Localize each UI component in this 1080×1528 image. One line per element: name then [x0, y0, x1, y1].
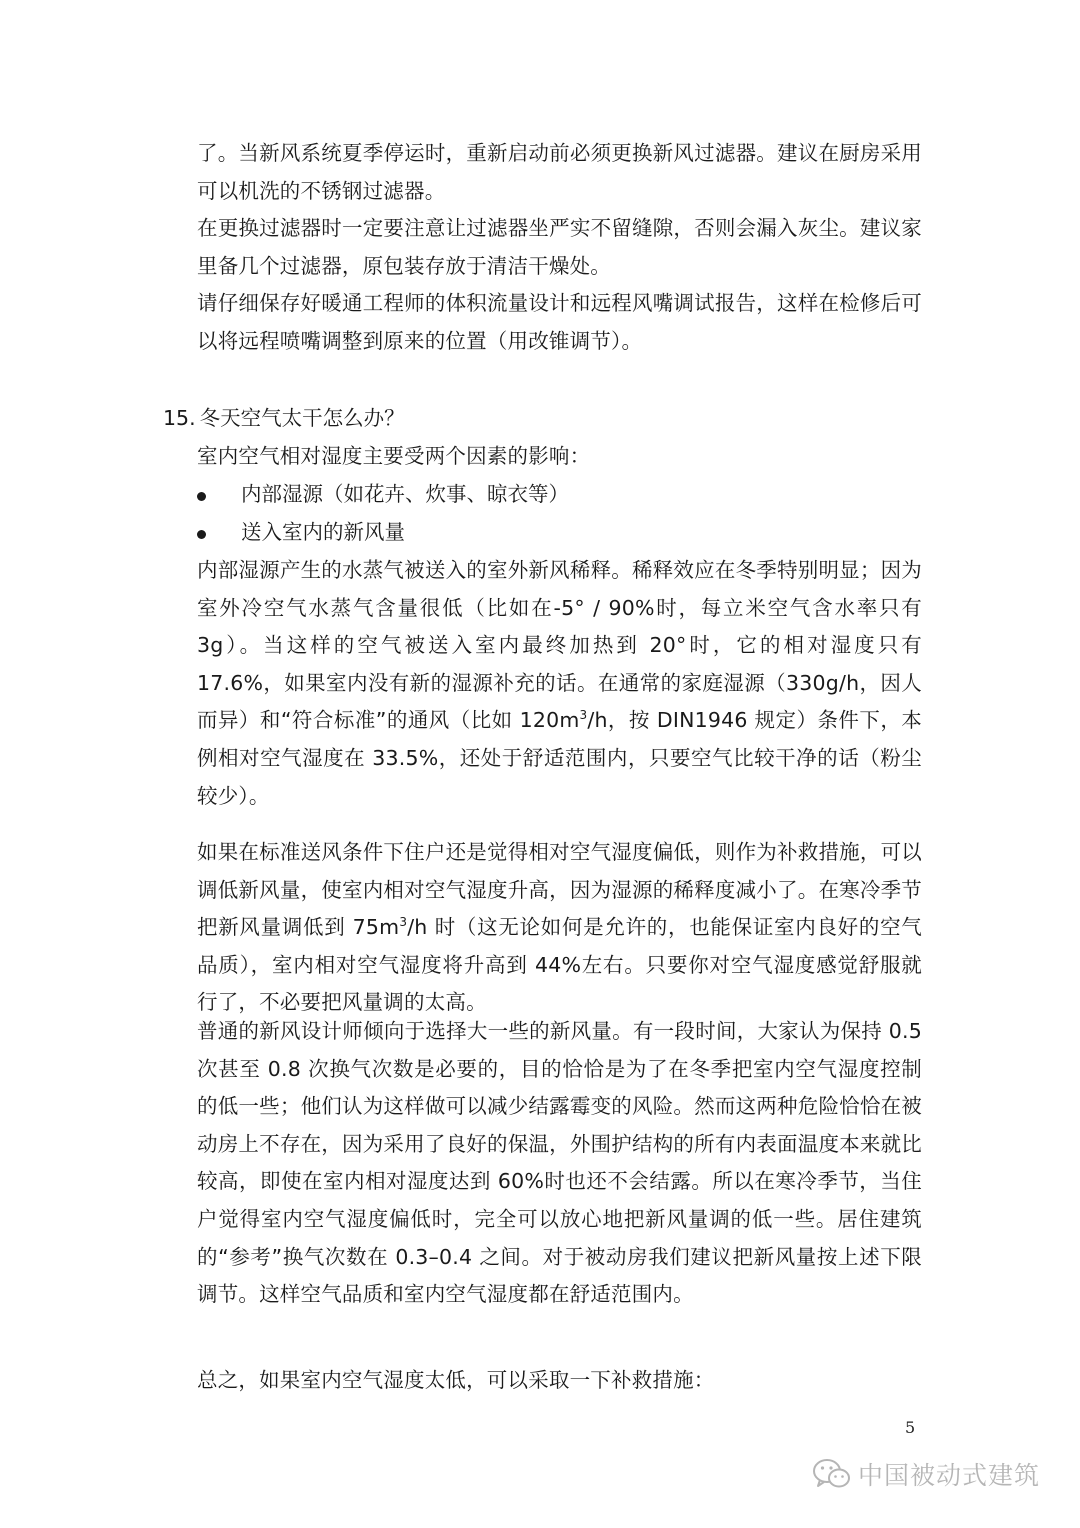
paragraph-text-part: /h 时（这无论如何是允许的，也能保证室内良好的空气品质），室内相对空气湿度将升高到 44%左右。只要你对空气湿度感觉舒服就行了，不必要把风量调的太高。 — [197, 915, 922, 1015]
superscript: 3 — [579, 708, 588, 723]
paragraph-text-part: /h，按 DIN1946 规定）条件下，本例相对空气湿度在 33.5%，还处于舒适范围内，只要空气比较干净的话（粉尘较少）。 — [197, 708, 922, 808]
paragraph-text — [197, 834, 922, 1022]
paragraph-text-part: 如果在标准送风条件下住户还是觉得相对空气湿度偏低，则作为补救措施，可以调低新风量，使室内相对空气湿度升高，因为湿源的稀释度减小了。在寒冷季节把新风量调低到 75m — [197, 840, 922, 940]
paragraph-designer-tendency — [197, 1013, 922, 1314]
section-title: 冬天空气太干怎么办？ — [199, 406, 405, 430]
paragraph-text: 室内空气相对湿度主要受两个因素的影响： — [197, 444, 591, 468]
paragraph-text-part: 内部湿源产生的水蒸气被送入的室外新风稀释。稀释效应在冬季特别明显；因为室外冷空气水蒸气含量很低（比如在-5° / 90%时，每立米空气含水率只有 3g）。当这样的空气被送入室内最终加热到 20°时，它的相对湿度只有17.6%，如果室内没有新的湿源补充的话。在通常的家庭湿源（330g/h，因人而异）和“符合标准”的通风（比如 120m — [197, 558, 922, 733]
section-number: 15. — [163, 406, 196, 430]
paragraph-filter-replacement — [197, 210, 922, 285]
paragraph-filter-cleaning — [197, 135, 922, 210]
superscript: 3 — [399, 915, 408, 930]
paragraph-text: 了。当新风系统夏季停运时，重新启动前必须更换新风过滤器。建议在厨房采用可以机洗的不锈钢过滤器。 — [197, 141, 922, 203]
paragraph-text: 普通的新风设计师倾向于选择大一些的新风量。有一段时间，大家认为保持 0.5 次甚至 0.8 次换气次数是必要的，目的恰恰是为了在冬季把室内空气湿度控制的低一些；他们认为这样做可以减少结露霉变的风险。然而这两种危险恰恰在被动房上不存在，因为采用了良好的保温，外围护结构的所有内表面温度本来就比较高，即使在室内相对湿度达到 60%时也还不会结露。所以在寒冷季节，当住户觉得室内空气湿度偏低时，完全可以放心地把新风量调的低一些。居住建筑的“参考”换气次数在 0.3–0.4 之间。对于被动房我们建议把新风量按上述下限调节。这样空气品质和室内空气湿度都在舒适范围内。 — [197, 1019, 922, 1307]
section-intro — [197, 438, 922, 476]
list-item-text: 内部湿源（如花卉、炊事、晾衣等） — [241, 482, 569, 506]
paragraph-summary — [197, 1362, 922, 1400]
bullet-icon — [197, 530, 206, 539]
bullet-icon — [197, 492, 206, 501]
paragraph-commissioning-report — [197, 285, 922, 360]
section-heading — [163, 400, 405, 438]
watermark — [812, 1454, 1040, 1494]
paragraph-dilution-effect — [197, 552, 922, 815]
paragraph-text — [197, 552, 922, 815]
page-number: 5 — [905, 1418, 916, 1437]
watermark-text: 中国被动式建筑 — [858, 1461, 1041, 1490]
paragraph-text: 请仔细保存好暖通工程师的体积流量设计和远程风嘴调试报告，这样在检修后可以将远程喷嘴调整到原来的位置（用改锥调节）。 — [197, 291, 922, 353]
paragraph-text: 在更换过滤器时一定要注意让过滤器坐严实不留缝隙，否则会漏入灰尘。建议家里备几个过滤器，原包装存放于清洁干燥处。 — [197, 216, 922, 278]
paragraph-remedy-airflow — [197, 834, 922, 1022]
wechat-icon — [812, 1457, 852, 1491]
paragraph-text: 总之，如果室内空气湿度太低，可以采取一下补救措施： — [197, 1368, 715, 1392]
list-item-text: 送入室内的新风量 — [241, 520, 405, 544]
